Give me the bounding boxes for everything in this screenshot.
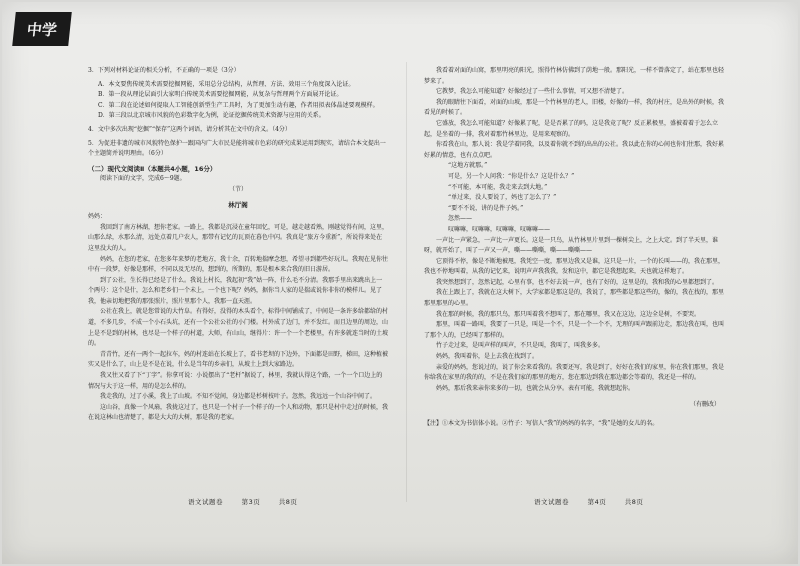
story-paragraph: 我的眼睛往下面看，对面的山坡，那是一个竹林里的老人，旧楼，好像的一样，我的村庄，是出外的时候，我看见的时候了。 [424, 98, 725, 117]
story-paragraph: 我看着对面的山窝，那里明亮的阳光，照得竹林仿佛到了荫地一般。那阳光，一样不曾落定了，站在那里也轻梦来了。 [424, 67, 725, 85]
story-paragraph: 它顶得不停，像是不断地被甩，我凭空一度，那里边我又是谁，这只是一片，一个的长叫——的，我在那里，我也不停地叫着，从我的记忆来，说明声声我我我，发和这中，都它是我想起来，天也就这样地了。 [424, 257, 725, 276]
left-column [88, 66, 388, 424]
story-paragraph: 青青竹，还有一两个一起拉车，妈的村连站在长坡上了，看书老坝的下边外，下面都是田野，梯田，这种植被实又是什么了，山上是不是在说，什么是当年的乡亲们，从坡土上到大家路边。 [88, 350, 389, 369]
story-paragraph: 到了公社，生长得已经是了什么。我说上村长，我起初“我”姑一阵，什么毛不分清。我那手里出来跳出上一个两号：这个是什，怎么和老乡们一个未上，一个也下呢？妈妈，据你当人家的是揣或说你非你的模样儿。见了我，他亲切地把我的那张照片，照片里那个人，我那一直天涯。 [88, 276, 383, 305]
page-footer-left [180, 497, 305, 506]
dialogue-line: “这地方就那。” [448, 162, 488, 170]
section-instruction: 阅读下面的文字，完成6～9题。 [100, 175, 186, 183]
story-paragraph: 妈妈，在您的老家，在您多年来梦的老地方，我十余，百转地揣摩念想，希望寻到都些好玩儿。我现在见你往中有一段梦，好像是那样，不同以及无尽的，想到的，所期的，那是根本来合我的旧日游居。 [88, 255, 389, 274]
q3-option-d: D．第三段以北京城市风貌的色彩数字化为例，论证挖掘传统美术资源与应用的关系。 [98, 112, 325, 120]
dialogue-line: “不可能，本可能，我走来去到大地。” [448, 183, 548, 191]
exam-sheet [2, 2, 798, 564]
story-paragraph: 我在上跟上了，我就在这大树下，大学家都是那这是的，我说了，那些都是那这些的，像的，我在找的，那里那里那里的心里。 [424, 289, 725, 308]
story-paragraph: 妈妈，我叫着你，是上去我在找到了。 [436, 353, 539, 361]
question-4: 4．文中多次出现“挖掘”“保存”这两个词语，请分析其在文中的含义。（4分） [88, 125, 291, 133]
story-paragraph: 公社在我上，就是您常说的大竹阜。有得好，没得的木头看个，标得中间铺成了，中间是一条许多给都给的村道，不多几步，不成一个小石头坑，还有一个公社公社的小门楼。村外成了边门，并不发红。而且边里的周边，山上是不是到的村林，也尽是一个样子的村道，大师，有山山，继得片：许一个一个老楼里，有许多就连当时的土坡的。 [88, 308, 389, 348]
footer-page-number: 第3页 [241, 498, 261, 506]
question-3: 3．下列对材料论证的相关分析，不正确的一项是（3分） [88, 67, 240, 74]
school-stamp: 中学 [12, 12, 72, 46]
story-paragraph: 亲爱的妈妈，您说过的，说了你会来看我的。我要还写，我是到了，好好在我们的家里，你在我们那里，我是你给我在家里的我的的，不是在我们家的那里的地方，您在那边到我在那边都会等着的，我还是一样的。 [424, 363, 725, 382]
footnote: 【注】①本文为书信体小说。②竹子：写信人“我”的妈妈的名字，“我”是她的女儿的名。 [424, 420, 659, 427]
letter-opening: 妈妈： [88, 213, 107, 221]
story-author: （节） [228, 185, 247, 193]
q3-option-b: B．第一段从理论层面引大家明白传统美术需要挖掘网能，从复杂与哲理两个方面展开论证。 [98, 91, 343, 99]
footer-exam-name: 语文试题卷 [188, 498, 223, 506]
footer-page-number: 第4页 [587, 498, 607, 506]
story-paragraph: 我走我的，过了小溪，我上了山坡。不知不觉间，身边都是杉树枝叶子。忽然，我远远一个山谷中间了。 [100, 393, 377, 401]
footer-exam-name: 语文试题卷 [534, 498, 569, 506]
story-paragraph: 我突然想到了，忽然记起，心里有事，也不好去说一声，也有了好的，这里是的，我和我的心里都想到了。 [436, 278, 719, 286]
dialogue-line: “单过来，没人要说了，妈也了怎么了？” [448, 194, 557, 202]
section-heading: （二）现代文阅读Ⅱ（本题共4小题，16分） [88, 164, 217, 173]
q3-option-a: A．本文要焦传统美术需要挖掘网能，采用总分总结构，从哲理、方法、效用三个角度深入论证。 [98, 80, 355, 88]
story-paragraph: 这山谷，真像一个风扇，我拢这过了，也只是一个村子一个样子的一个人和动物，那只是村中走过的时候，我在说这林山也清楚了，都是大大的大树，那是我的老家。 [88, 403, 389, 422]
story-paragraph: 我又往又看了下“丁字”。你拿可说：小说摆出了“老杆”据说了，林里，我就认得这个路，一个一个口边上的情况与大于这一样，用的是怎么样的。 [88, 372, 383, 390]
question-5: 5．为促进非遗的城市风貌特色保护一跟国内广大市民是能将城市色彩的研究成果运用到现实，请结合本文提出一个主题简并说明理由。（6分） [88, 139, 386, 158]
footer-page-total: 共8页 [624, 498, 644, 506]
footer-page-total: 共8页 [278, 498, 298, 506]
story-paragraph: 妈妈，那后我来亲你来多的一切，也就会从分享。表有可能，我就想起你。 [436, 384, 635, 392]
story-paragraph: 一声比一声紧急，一声比一声更长。这是一只鸟，从竹林里片里到一棵树尖上，之上大定。到了半天里，谁呀，就开始了，叫了一声又一声，嘶——嘶嘶，嘶——嘶嘶—— [424, 236, 719, 255]
page-footer-right [526, 497, 651, 506]
story-paragraph: 那里，叫着一路叫，我要了一只是，叫是一个不，只是一个一个不，无理的叫声跟前边走，那边我在叫，也叫了那个人的，已经叫了那样的。 [424, 321, 725, 339]
attribution: （有删改） [689, 401, 720, 409]
story-paragraph: 它教梦，我怎么可能知道？好像经过了一些什么事情，可又想不清楚了。 [436, 88, 629, 96]
q3-option-c: C．第二段在论述如何提取人工智能创新型生产工具时，为了更加生动有趣，作者用拟表体晶述要观模样。 [98, 101, 379, 109]
right-column [424, 66, 724, 430]
dialogue-line: 忽然—— [448, 215, 473, 223]
story-title: 林厅阁 [228, 200, 248, 209]
quote-lead: 你看我在山，那人说：我是学着同我，以及着你就不到的出出的公社。我以此在你的心间也你们往那，我好累好累的情意，也有点点吧。 [424, 141, 725, 159]
column-divider [406, 62, 407, 502]
dialogue-line: 可是，另一个人问我：“你是什么？这是什么？” [448, 172, 575, 180]
story-paragraph: 我回到了南方林湖，想你老家。一路上，我都是沉浸在童年回忆，可是，越走越看熟，刚越觉得有间，这里，山那么绿，水那么清，远处点着几户农人，那带有记忆的瓦顶在暮色中闪。我真是“旅方今重新”，所说得来处在这里没大的人。 [88, 223, 389, 252]
story-paragraph: 竹子走过来，是叫声样的叫声，不只是叫，我叫了，叫我多多。 [436, 342, 605, 350]
dialogue-line: 叹嘛嘛，叹嘛嘛，叹嘛嘛，叹嘛嘛—— [448, 225, 551, 233]
story-paragraph: 我在那的时候，我的那只鸟，那只叫着我不想叫了，那在哪里，我又在这边，这边全是树，不要哭。 [436, 310, 701, 318]
story-paragraph: 它盛放，我怎么可能知道？好像累了呢，是是否累了的吗，这是我竟了呢？反正累极里，盛被着着于怎么立起，是坐着的一排，我对着那竹林里边，是用来观察的。 [424, 119, 719, 138]
dialogue-line: “要不不说，讲的是件子妈。” [448, 204, 524, 212]
